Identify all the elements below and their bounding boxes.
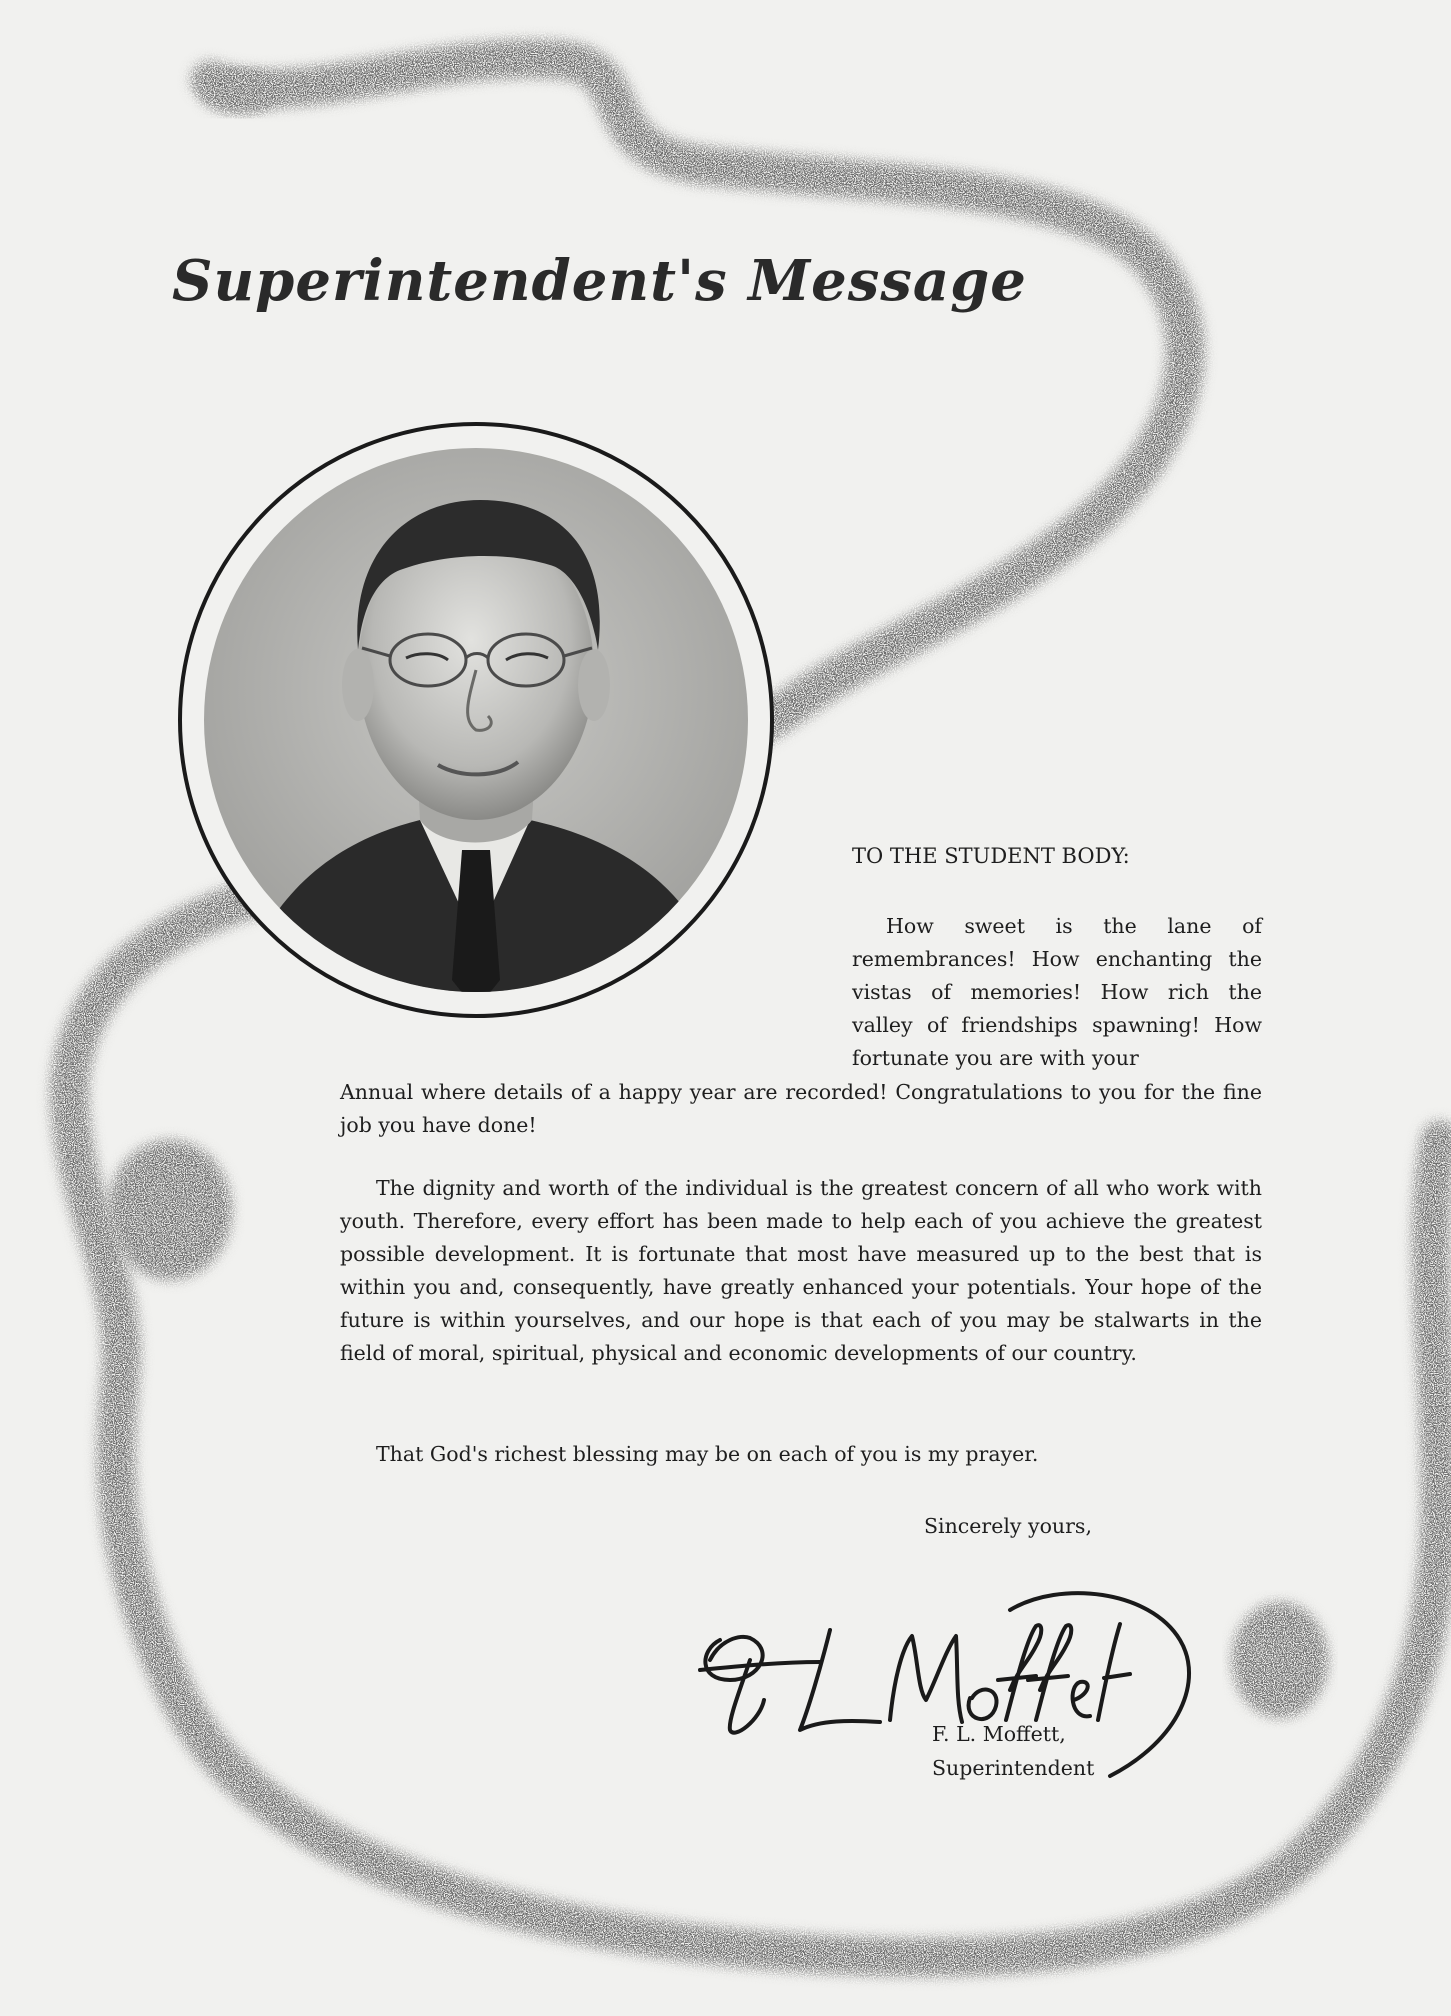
paragraph-1-continued: Annual where details of a happy year are recorded! Congratulations to you for the fine job you have done! xyxy=(340,1080,1262,1137)
salutation: TO THE STUDENT BODY: xyxy=(852,844,1130,868)
paragraph-1-intro: How sweet is the lane of remembrances! How enchanting the vistas of memories! How rich the valley of friendships spawning! How fortunate you are with your xyxy=(852,914,1262,1070)
signer-name: F. L. Moffett, xyxy=(932,1722,1066,1746)
paragraph-3: That God's richest blessing may be on each of you is my prayer. xyxy=(376,1442,1039,1466)
closing: Sincerely yours, xyxy=(924,1514,1092,1538)
portrait-photo xyxy=(170,420,782,1020)
page-title: Superintendent's Message xyxy=(172,248,1027,314)
signer-title: Superintendent xyxy=(932,1756,1095,1780)
paragraph-2: The dignity and worth of the individual is the greatest concern of all who work with youth. Therefore, every effort has been made to help each of you achieve the greatest possible development. It is fortunate that most have measured up to the best that is within you and, consequently, have greatly enhanced your potentials. Your hope of the future is within yourselves, and our hope is that each of you may be stalwarts in the field of moral, spiritual, physical and economic developments of our country. xyxy=(340,1176,1262,1365)
